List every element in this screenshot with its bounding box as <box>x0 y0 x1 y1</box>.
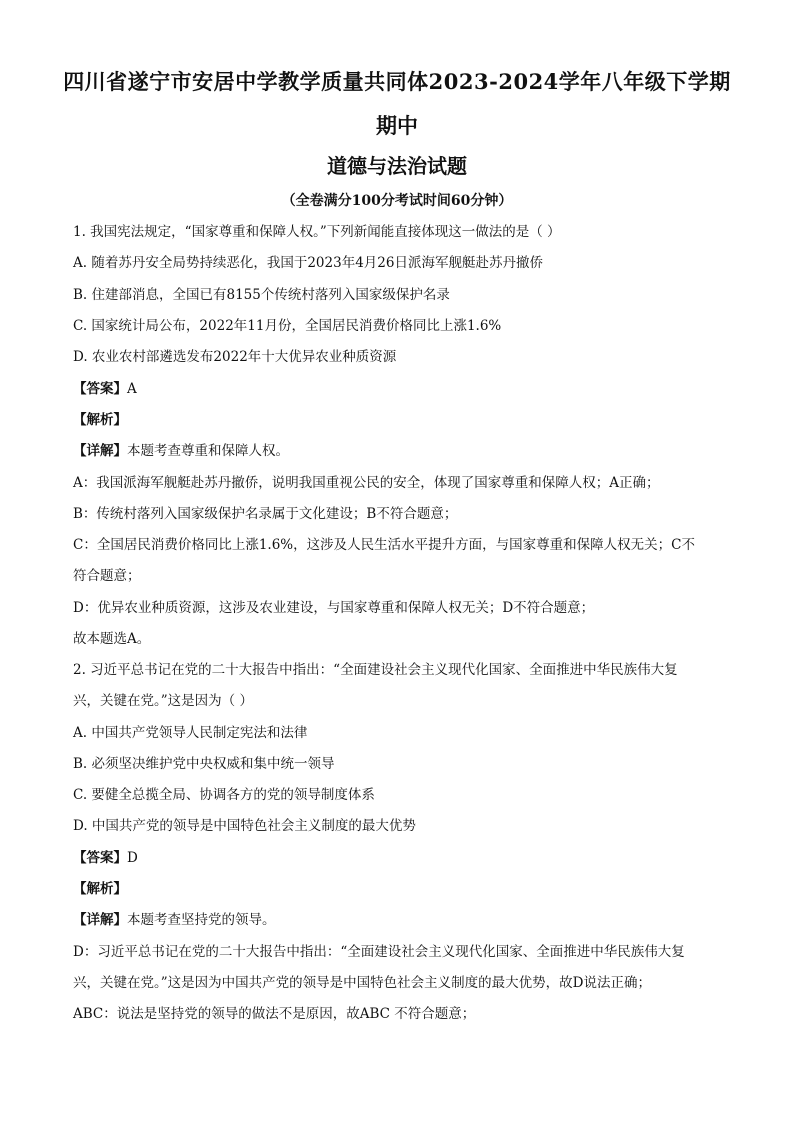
subject-title: 道德与法治试题 <box>327 154 467 178</box>
question-2-option-c: C. 要健全总揽全局、协调各方的党的领导制度体系 <box>73 787 375 803</box>
question-2-stem-continued: 兴，关键在党。”这是因为（ ） <box>73 693 253 709</box>
document-title: 四川省遂宁市安居中学教学质量共同体2023-2024学年八年级下学期 <box>63 69 731 94</box>
exam-note: （全卷满分100分考试时间60分钟） <box>281 193 513 209</box>
question-1-option-d: D. 农业农村部遴选发布2022年十大优异农业种质资源 <box>73 349 397 365</box>
question-1-conclusion: 故本题选A。 <box>73 631 151 647</box>
question-1-analysis-tag: 【解析】 <box>73 412 127 428</box>
question-1-option-b: B. 住建部消息，全国已有8155个传统村落列入国家级保护名录 <box>73 287 450 303</box>
question-2-option-d: D. 中国共产党的领导是中国特色社会主义制度的最大优势 <box>73 818 416 834</box>
question-1-stem: 1. 我国宪法规定，“国家尊重和保障人权。”下列新闻能直接体现这一做法的是（ ） <box>73 224 561 240</box>
answer-value: A <box>127 381 137 397</box>
question-1-explanation: A：我国派海军舰艇赴苏丹撤侨，说明我国重视公民的安全，体现了国家尊重和保障人权；A正确； <box>73 475 660 491</box>
question-1-explanation: D：优异农业种质资源，这涉及农业建设，与国家尊重和保障人权无关；D不符合题意； <box>73 600 595 616</box>
question-2-detail <box>73 911 276 929</box>
question-1-option-c: C. 国家统计局公布，2022年11月份，全国居民消费价格同比上涨1.6% <box>73 318 502 334</box>
question-1-explanation: B：传统村落列入国家级保护名录属于文化建设；B不符合题意； <box>73 506 458 522</box>
question-1-answer <box>73 380 137 398</box>
document-title-continued: 期中 <box>376 113 418 138</box>
answer-tag: 【答案】 <box>73 381 127 397</box>
detail-tag: 【详解】 <box>73 443 127 459</box>
question-2-explanation: 兴，关键在党。”这是因为中国共产党的领导是中国特色社会主义制度的最大优势，故D说法正确； <box>73 975 651 991</box>
answer-tag: 【答案】 <box>73 850 127 866</box>
question-2-answer <box>73 849 138 867</box>
question-2-explanation: ABC：说法是坚持党的领导的做法不是原因，故ABC 不符合题意； <box>73 1006 476 1022</box>
question-1-option-a: A. 随着苏丹安全局势持续恶化，我国于2023年4月26日派海军舰艇赴苏丹撤侨 <box>73 255 543 271</box>
question-2-stem: 2. 习近平总书记在党的二十大报告中指出：“全面建设社会主义现代化国家、全面推进中华民族伟大复 <box>73 662 678 678</box>
question-1-detail <box>73 442 289 460</box>
question-2-option-a: A. 中国共产党领导人民制定宪法和法律 <box>73 725 308 741</box>
answer-value: D <box>127 850 138 866</box>
question-2-explanation: D：习近平总书记在党的二十大报告中指出：“全面建设社会主义现代化国家、全面推进中华民族伟大复 <box>73 944 685 960</box>
detail-text: 本题考查尊重和保障人权。 <box>127 443 289 459</box>
question-1-explanation: 符合题意； <box>73 568 141 584</box>
question-1-explanation: C：全国居民消费价格同比上涨1.6%，这涉及人民生活水平提升方面，与国家尊重和保障人权无关；C不 <box>73 537 695 553</box>
question-2-option-b: B. 必须坚决维护党中央权威和集中统一领导 <box>73 756 335 772</box>
question-2-analysis-tag: 【解析】 <box>73 881 127 897</box>
detail-text: 本题考查坚持党的领导。 <box>127 912 276 928</box>
detail-tag: 【详解】 <box>73 912 127 928</box>
